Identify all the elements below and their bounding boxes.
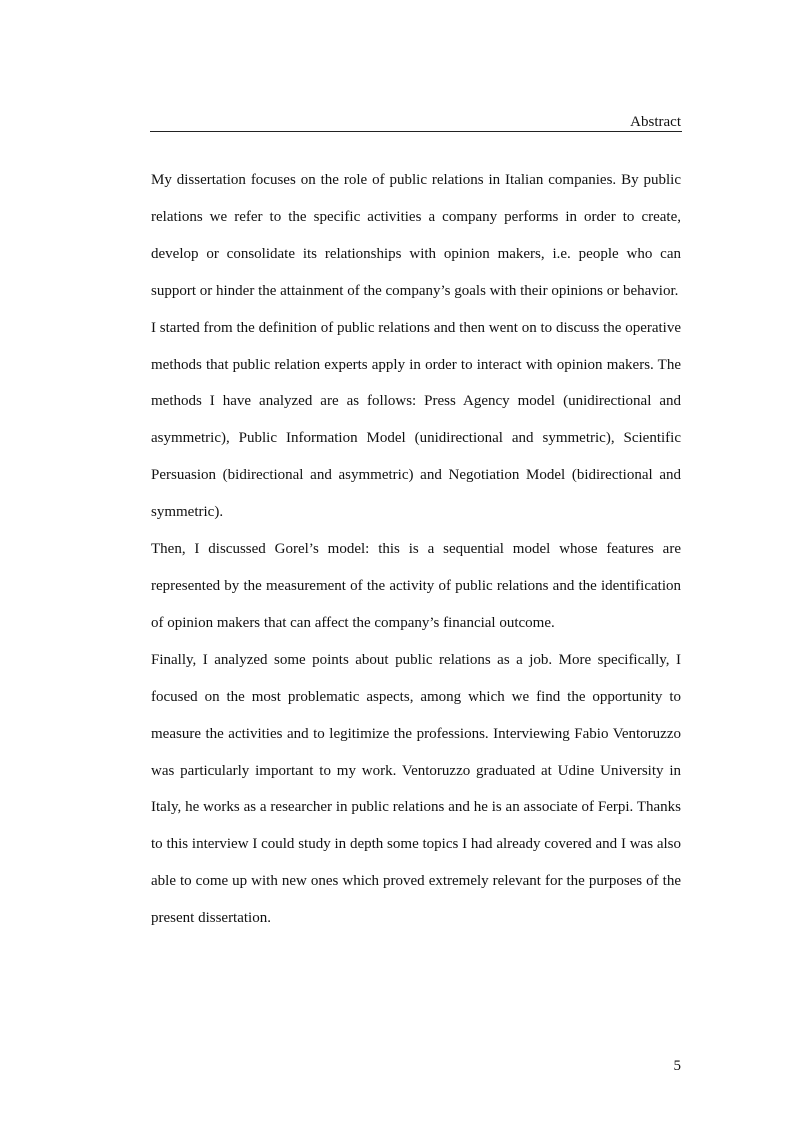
abstract-body (151, 162, 681, 937)
paragraph-methods: I started from the definition of public relations and then went on to discuss the operative methods that public relation experts apply in order to interact with opinion makers. The methods I have analyzed are as follows: Press Agency model (unidirectional and asymmetric), Public Information Model (unidirectional and symmetric), Scientific Persuasion (bidirectional and asymmetric) and Negotiation Model (bidirectional and symmetric). (151, 319, 681, 521)
paragraph-gorel-model: Then, I discussed Gorel’s model: this is a sequential model whose features are represented by the measurement of the activity of public relations and the identification of opinion makers that can affect the company’s financial outcome. (151, 541, 681, 631)
page-number: 5 (673, 1058, 681, 1074)
paragraph-conclusion: Finally, I analyzed some points about public relations as a job. More specifically, I focused on the most problematic aspects, among which we find the opportunity to measure the activities and to legitimize the professions. Interviewing Fabio Ventoruzzo was particularly important to my work. Ventoruzzo graduated at Udine University in Italy, he works as a researcher in public relations and he is an associate of Ferpi. Thanks to this interview I could study in depth some topics I had already covered and I was also able to come up with new ones which proved extremely relevant for the purposes of the present dissertation. (151, 651, 681, 927)
section-title: Abstract (630, 114, 681, 130)
paragraph-intro: My dissertation focuses on the role of public relations in Italian companies. By public relations we refer to the specific activities a company performs in order to create, develop or consolidate its relationships with opinion makers, i.e. people who can support or hinder the attainment of the company’s goals with their opinions or behavior. (151, 172, 681, 299)
running-header (150, 113, 682, 132)
